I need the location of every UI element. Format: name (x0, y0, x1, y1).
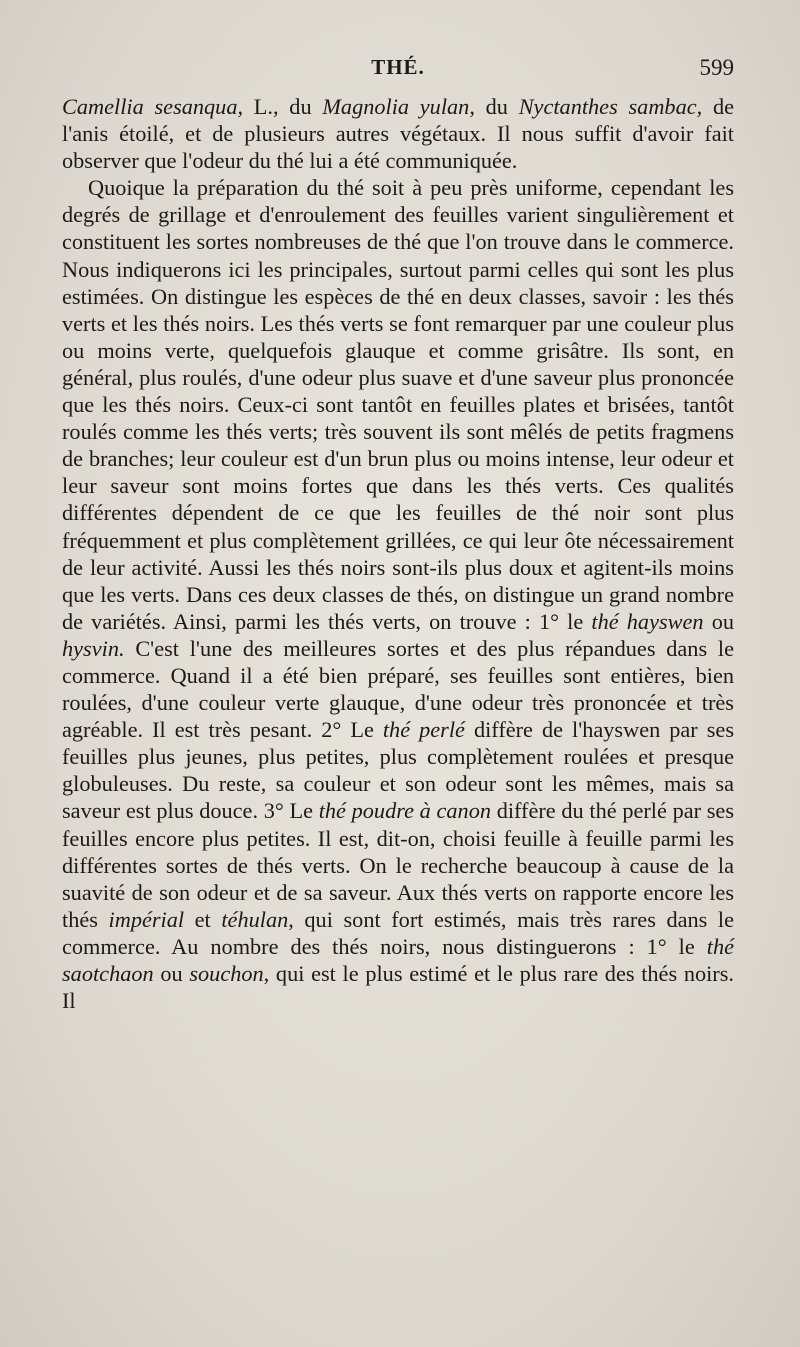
taxon-name: Nyctanthes sambac, (518, 94, 703, 119)
text-run: , du (469, 94, 519, 119)
page-number: 599 (699, 55, 734, 80)
taxon-name: Magnolia yulan (322, 94, 470, 119)
text-run: Quoique la préparation du thé soit à peu près uniforme, cependant les degrés de grillage et d'enroulement des feuilles varient singulièrement et constituent les sortes nombreuses de thé que l'on trouve dans le commerce. Nous indiquerons ici les principales, surtout parmi celles qui sont les plus estimées. On distingue les espèces de thé en deux classes, savoir : les thés verts et les thés noirs. Les thés verts se font remarquer par une couleur plus ou moins verte, quelquefois glauque et comme grisâtre. Ils sont, en général, plus roulés, d'une odeur plus suave et d'une saveur plus prononcée que les thés noirs. Ceux-ci sont tantôt en feuilles plates et brisées, tantôt roulés comme les thés verts; très souvent ils sont mêlés de petits fragmens de branches; leur couleur est d'un brun plus ou moins intense, leur odeur et leur saveur sont moins fortes que dans les thés verts. Ces qualités différentes dépendent de ce que les feuilles de thé noir sont plus fréquemment et plus complètement grillées, ce qui leur ôte nécessairement de leur activité. Aussi les thés noirs sont-ils plus doux et agitent-ils moins que les verts. Dans ces deux classes de thés, on distingue un grand nombre de variétés. Ainsi, parmi les thés verts, on trouve : 1° le (62, 175, 734, 634)
text-run: , qui sont fort estimés, mais très rares dans le commerce. Au nombre des thés noirs, nous distinguerons : 1° le (62, 906, 735, 959)
text-run: C'est l'une des meilleures sortes et des plus répandues dans le commerce. Quand il a été bien préparé, ses feuilles sont entières, bien roulées, d'une couleur verte glauque, d'une odeur très prononcée et très agréable. Il est très pesant. 2° Le (62, 635, 734, 743)
tea-name: téhulan (221, 906, 289, 932)
tea-name: hysvin. (62, 635, 125, 661)
paragraph-2 (62, 174, 734, 1014)
tea-name: thé poudre à canon (318, 798, 491, 824)
text-run: et (184, 906, 222, 932)
tea-name: thé perlé (382, 717, 465, 743)
tea-name: souchon (189, 961, 264, 986)
tea-name: thé saotchaon (62, 933, 734, 986)
body-text (62, 93, 734, 1014)
text-run: diffère du thé perlé par ses feuilles encore plus petites. Il est, dit-on, choisi feuille à feuille parmi les différentes sortes de thés verts. On le recherche beaucoup à cause de la suavité de son odeur et de sa saveur. Aux thés verts on rapporte encore les thés (62, 798, 734, 932)
paragraph-1 (62, 93, 734, 174)
tea-name: thé hayswen (591, 608, 704, 634)
text-run: de l'anis étoilé, et de plusieurs autres végétaux. Il nous suffit d'avoir fait observer que l'odeur du thé lui a été communiquée. (62, 94, 734, 174)
text-run: ou (153, 961, 190, 986)
text-run: , L., du (237, 94, 323, 119)
running-title: THÉ. (371, 55, 425, 79)
text-run: diffère de l'hayswen par ses feuilles plus jeunes, plus petites, plus complètement roulées et presque globuleuses. Du reste, sa couleur et son odeur sont les mêmes, mais sa saveur est plus douce. 3° Le (62, 717, 734, 824)
page-header (62, 55, 734, 89)
taxon-name: Camellia sesanqua (62, 94, 238, 119)
text-run: ou (703, 608, 735, 634)
tea-name: impérial (108, 906, 185, 932)
text-run: , qui est le plus estimé et le plus rare des thés noirs. Il (62, 961, 734, 1014)
